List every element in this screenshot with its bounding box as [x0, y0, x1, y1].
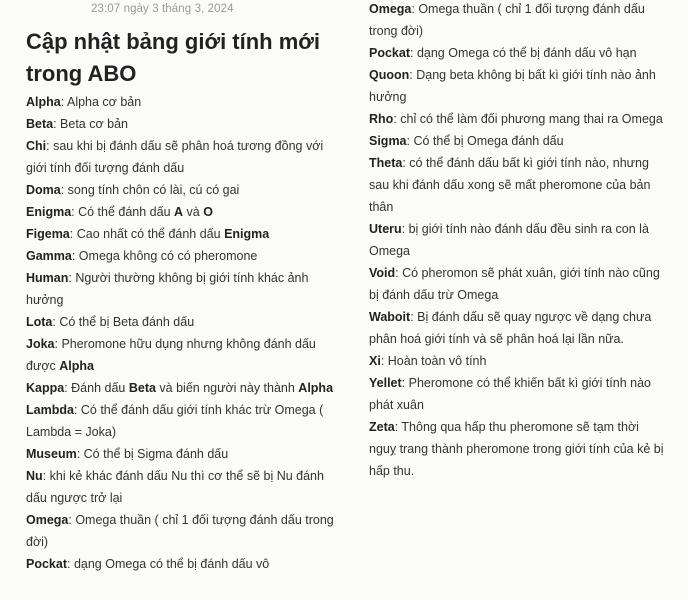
entry-text: : Thông qua hấp thu pheromone sẽ tạm thời nguỵ trang thành pheromone trong giới tính của kẻ bị hấp thu. — [369, 420, 664, 478]
entry-text: : Pheromone hữu dụng nhưng không đánh dấu được — [26, 337, 316, 373]
entry-term: Alpha — [26, 95, 61, 109]
entry-term: Omega — [26, 513, 69, 527]
entry-term: Uteru — [369, 222, 402, 236]
entry-text: : dạng Omega có thể bị đánh dấu vô hạn — [410, 46, 637, 60]
gender-entry — [26, 333, 344, 377]
entry-text: : Beta cơ bản — [53, 117, 129, 131]
entry-term: Waboit — [369, 310, 411, 324]
entry-text: : Omega không có có pheromone — [71, 249, 258, 263]
page-title: Cập nhật bảng giới tính mới trong ABO — [26, 29, 321, 86]
entry-text: : Có thể bị Beta đánh dấu — [52, 315, 195, 329]
gender-entry — [26, 553, 344, 575]
entry-term: Yellet — [369, 376, 402, 390]
entry-text: : Dạng beta không bị bất kì giới tính nào ảnh hưởng — [369, 68, 656, 104]
entry-term: Pockat — [369, 46, 410, 60]
entry-term: A — [174, 205, 184, 219]
gender-entry — [369, 64, 669, 108]
gender-entry — [369, 372, 669, 416]
entry-term: O — [203, 205, 213, 219]
entry-term: Zeta — [369, 420, 395, 434]
entry-text: : bị giới tính nào đánh dấu đều sinh ra con là Omega — [369, 222, 649, 258]
entry-text: : Có pheromon sẽ phát xuân, giới tính nào cũng bị đánh dấu trừ Omega — [369, 266, 660, 302]
entry-text: : dạng Omega có thể bị đánh dấu vô — [67, 557, 270, 571]
gender-entry — [26, 113, 344, 135]
gender-entry — [26, 135, 344, 179]
entry-text: : Omega thuần ( chỉ 1 đối tượng đánh dấu trong đời) — [26, 513, 334, 549]
gender-entry — [26, 201, 344, 223]
gender-entry — [26, 443, 344, 465]
post-timestamp: 23:07 ngày 3 tháng 3, 2024 — [91, 3, 234, 15]
entry-text: : khi kẻ khác đánh dấu Nu thì cơ thể sẽ bị Nu đánh dấu ngược trở lại — [26, 469, 324, 505]
gender-entry — [26, 179, 344, 201]
entry-text: : chỉ có thể làm đối phương mang thai ra Omega — [393, 112, 663, 126]
gender-entry — [369, 416, 669, 482]
gender-entry — [369, 152, 669, 218]
gender-entry — [26, 399, 344, 443]
entry-text: : Pheromone có thể khiến bất kì giới tính nào phát xuân — [369, 376, 651, 412]
gender-entry — [369, 0, 669, 42]
entry-text: : Đánh dấu — [64, 381, 129, 395]
entry-term: Figema — [26, 227, 70, 241]
gender-entry — [26, 91, 344, 113]
gender-entry — [26, 509, 344, 553]
gender-entry — [369, 108, 669, 130]
entry-text: : Người thường không bị giới tính khác ảnh hưởng — [26, 271, 309, 307]
gender-entry — [369, 306, 669, 350]
entry-term: Museum — [26, 447, 77, 461]
gender-entry — [369, 42, 669, 64]
entry-term: Doma — [26, 183, 61, 197]
entry-term: Theta — [369, 156, 403, 170]
entry-term: Lambda — [26, 403, 74, 417]
entry-term: Xi — [369, 354, 381, 368]
entry-text: : Omega thuần ( chỉ 1 đối tượng đánh dấu trong đời) — [369, 2, 645, 38]
entry-term: Rho — [369, 112, 394, 126]
entry-term: Enigma — [224, 227, 270, 241]
entry-term: Void — [369, 266, 396, 280]
gender-entry — [369, 130, 669, 152]
entry-text: : Alpha cơ bản — [60, 95, 142, 109]
gender-entry — [369, 262, 669, 306]
gender-entry — [26, 311, 344, 333]
entry-term: Alpha — [59, 359, 94, 373]
entry-term: Nu — [26, 469, 43, 483]
entry-text: : có thể đánh dấu bất kì giới tính nào, nhưng sau khi đánh dấu xong sẽ mất pheromone của bản thân — [369, 156, 651, 214]
entry-text: : Có thể đánh dấu giới tính khác trừ Omega ( Lambda = Joka) — [26, 403, 324, 439]
gender-entry — [26, 465, 344, 509]
entry-term: Omega — [369, 2, 412, 16]
entry-text: : Có thể bị Omega đánh dấu — [406, 134, 564, 148]
entry-term: Gamma — [26, 249, 72, 263]
entry-text: : Có thể bị Sigma đánh dấu — [76, 447, 229, 461]
entry-text: : sau khi bị đánh dấu sẽ phân hoá tương đồng với giới tính đối tượng đánh dấu — [26, 139, 324, 175]
entry-term: Joka — [26, 337, 55, 351]
entry-text: : Hoàn toàn vô tính — [380, 354, 487, 368]
entry-text: : Có thể đánh dấu — [71, 205, 175, 219]
entry-term: Human — [26, 271, 69, 285]
entry-text: và biến người này thành — [155, 381, 299, 395]
entry-list-left — [26, 91, 344, 575]
entry-term: Kappa — [26, 381, 65, 395]
entry-term: Lota — [26, 315, 53, 329]
entry-term: Chi — [26, 139, 47, 153]
gender-entry — [26, 267, 344, 311]
gender-entry — [26, 223, 344, 245]
entry-text: : song tính chôn có lài, cú có gai — [60, 183, 240, 197]
entry-term: Enigma — [26, 205, 72, 219]
gender-entry — [369, 218, 669, 262]
gender-entry — [26, 377, 344, 399]
entry-term: Beta — [128, 381, 156, 395]
entry-term: Quoon — [369, 68, 410, 82]
entry-list-right — [369, 0, 669, 482]
gender-entry — [369, 350, 669, 372]
entry-term: Pockat — [26, 557, 67, 571]
entry-term: Beta — [26, 117, 54, 131]
entry-term: Alpha — [298, 381, 334, 395]
entry-text: : Cao nhất có thể đánh dấu — [69, 227, 225, 241]
entry-text: : Bị đánh dấu sẽ quay ngược về dạng chưa phân hoá giới tính và sẽ phân hoá lại lần nữa. — [369, 310, 652, 346]
gender-entry — [26, 245, 344, 267]
entry-term: Sigma — [369, 134, 407, 148]
entry-text: và — [183, 205, 204, 219]
